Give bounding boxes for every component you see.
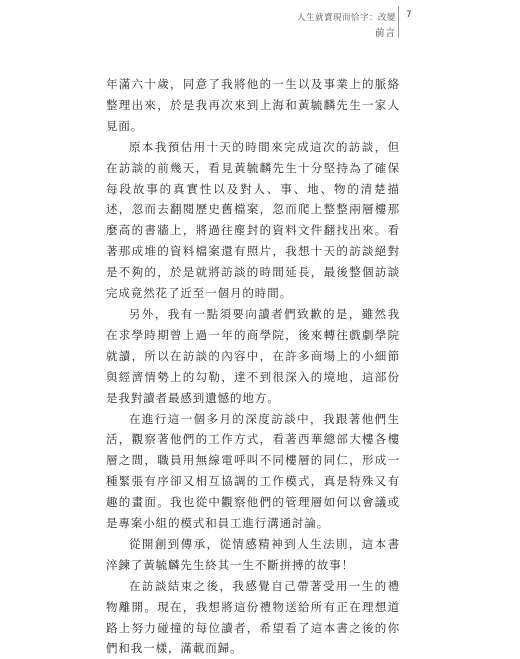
page-header: [0, 6, 520, 42]
paragraph-5: 從開創到傳承，從情感精神到人生法則，這本書淬鍊了黃毓麟先生終其一生不斷拼搏的故事！: [106, 536, 400, 572]
header-divider: [398, 6, 399, 38]
paragraph-1: 年滿六十歲，同意了我將他的一生以及事業上的脈絡整理出來，於是我再次來到上海和黃毓麟先生一家人見面。: [106, 77, 400, 133]
section-title: 前言: [374, 28, 396, 39]
book-title: 人生就賣現而恰字：改變: [296, 13, 396, 23]
page-number: 7: [406, 10, 412, 20]
paragraph-3: 另外，我有一點須要向讀者們致歉的是，雖然我在求學時期曾上過一年的商學院，後來轉往戲劇學院就讀，所以在訪談的內容中，在許多商場上的小細節與經濟情勢上的勾勒，達不到很深入的境地，這部份是我對讀者最感到遺憾的地方。: [106, 306, 400, 405]
paragraph-2: 原本我預估用十天的時間來完成這次的訪談，但在訪談的前幾天，看見黃毓麟先生十分堅持為了確保每段故事的真實性以及對人、事、地、物的清楚描述，忽而去翻閱歷史舊檔案，忽而爬上整整兩層樓那麼高的書牆上，將過往塵封的資料文件翻找出來。看著那成堆的資料檔案還有照片，我想十天的訪談絕對是不夠的，於是就將訪談的時間延長，最後整個訪談完成竟然花了近至一個月的時間。: [106, 139, 400, 301]
paragraph-6: 在訪談結束之後，我感覺自己帶著受用一生的禮物離開。現在，我想將這份禮物送給所有正在理想道路上努力碰撞的每位讀者，希望看了這本書之後的你們和我一樣，滿載而歸。: [106, 578, 400, 656]
running-header: [297, 10, 396, 42]
paragraph-4: 在進行這一個多月的深度訪談中，我跟著他們生活，觀察著他們的工作方式，看著西華總部大樓各樓層之間，職員用無線電呼叫不同樓層的同仁，形成一種緊張有序卻又相互協調的工作模式，真是特殊又有趣的畫面。我也從中觀察他們的管理層如何以會議或是專案小組的模式和員工進行溝通討論。: [106, 411, 400, 531]
body-text: [106, 74, 400, 659]
